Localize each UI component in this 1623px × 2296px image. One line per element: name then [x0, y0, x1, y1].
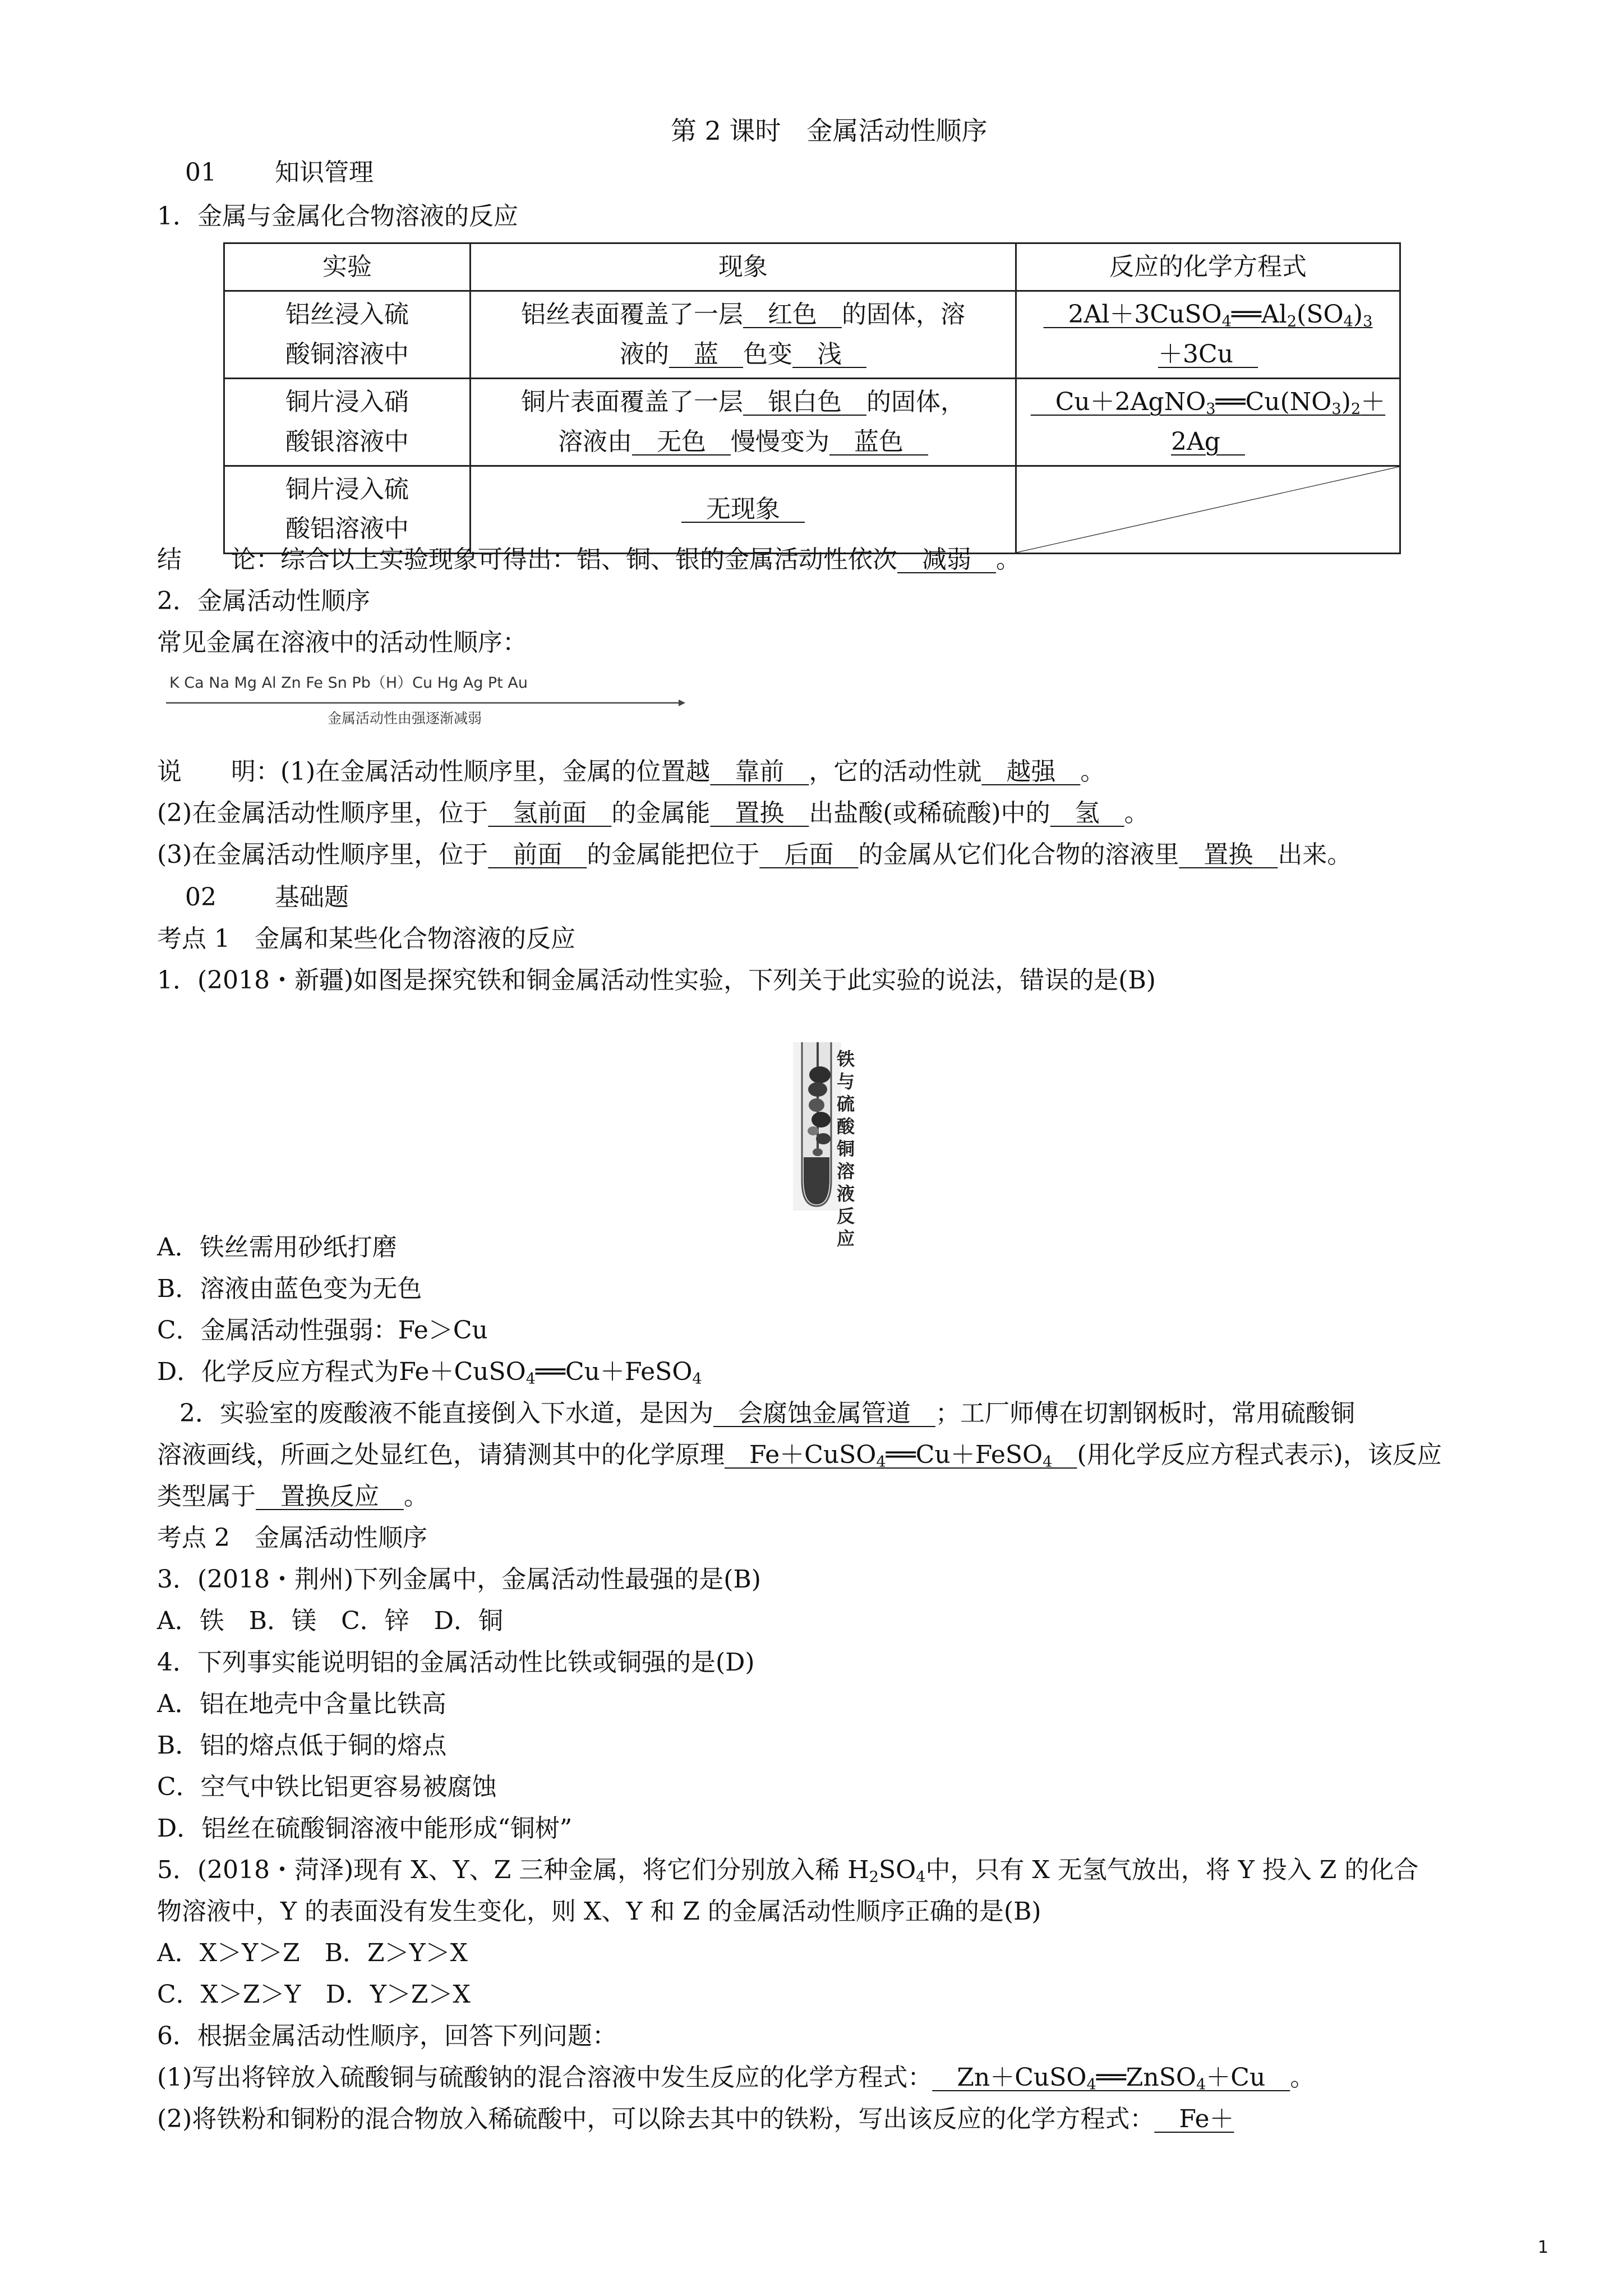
q5-options-2: C．X＞Z＞Y D．Y＞Z＞X	[157, 1980, 471, 2009]
question-6-part-2: (2)将铁粉和铜粉的混合物放入稀硫酸中，可以除去其中的铁粉，写出该反应的化学方程式： Fe＋	[157, 2105, 1234, 2133]
section-number: 01	[185, 158, 216, 187]
question-2-line-1: 2．实验室的废酸液不能直接倒入下水道，是因为 会腐蚀金属管道 ；工厂师傅在切割钢板时，常用硫酸铜	[179, 1399, 1355, 1428]
section-header-knowledge	[185, 160, 374, 185]
series-caption: 金属活动性由强逐渐减弱	[328, 710, 482, 726]
empty-diagonal-cell	[1016, 466, 1400, 553]
q5-options-1: A．X＞Y＞Z B．Z＞Y＞X	[157, 1939, 468, 1967]
q1-option-b: B．溶液由蓝色变为无色	[157, 1274, 422, 1303]
q4-option-c: C．空气中铁比铝更容易被腐蚀	[157, 1773, 497, 1801]
conclusion-line: 结 论：综合以上实验现象可得出：铝、铜、银的金属活动性依次 减弱 。	[157, 545, 1021, 574]
q4-option-d: D．铝丝在硫酸铜溶液中能形成“铜树”	[157, 1814, 573, 1843]
q4-option-a: A．铝在地壳中含量比铁高	[157, 1690, 446, 1718]
table-row	[224, 466, 1400, 553]
col-header-equation: 反应的化学方程式	[1016, 243, 1400, 291]
diagonal-line	[1017, 467, 1399, 553]
section-header-basic	[185, 885, 349, 910]
section-label: 知识管理	[275, 158, 374, 187]
figure-caption: 铁与 硫酸 铜溶 液反 应	[837, 1048, 855, 1249]
equation-cell: $2Al+3CuSO_4══Al_2(SO_4)_3$ ＋3Cu	[1016, 291, 1400, 379]
experiment-cell: 铜片浸入硫 酸铝溶液中	[224, 466, 471, 553]
item2-title: 2．金属活动性顺序	[157, 587, 370, 615]
section-number: 02	[185, 883, 216, 912]
col-header-phenomenon: 现象	[471, 243, 1016, 291]
question-5-line-2: 物溶液中，Y 的表面没有发生变化，则 X、Y 和 Z 的金属活动性顺序正确的是(B)	[157, 1897, 1041, 1926]
question-3-stem: 3．(2018・荆州)下列金属中，金属活动性最强的是(B)	[157, 1565, 761, 1594]
question-6-part-1: (1)写出将锌放入硫酸铜与硫酸钠的混合溶液中发生反应的化学方程式： Zn＋CuSO$_4$══ZnSO$_4$＋Cu 。	[157, 2063, 1315, 2093]
question-5-line-1: 5．(2018・菏泽)现有 X、Y、Z 三种金属，将它们分别放入稀 $H_2SO_4$中，只有 X 无氢气放出，将 Y 投入 Z 的化合	[157, 1856, 1419, 1886]
note-2: (2)在金属活动性顺序里，位于 氢前面 的金属能 置换 出盐酸(或稀硫酸)中的 氢 。	[157, 799, 1149, 827]
test-tube-image	[792, 1042, 843, 1211]
metal-activity-series: K Ca Na Mg Al Zn Fe Sn Pb（H）Cu Hg Ag Pt Au	[169, 674, 528, 692]
experiment-cell: 铜片浸入硝 酸银溶液中	[224, 379, 471, 466]
key-point-2: 考点 2 金属活动性顺序	[157, 1524, 427, 1552]
q1-option-a: A．铁丝需用砂纸打磨	[157, 1233, 397, 1262]
question-2-line-2: 溶液画线，所画之处显红色，请猜测其中的化学原理 Fe＋CuSO$_4$══Cu＋FeSO$_4$ (用化学反应方程式表示)，该反应	[157, 1441, 1442, 1471]
note-1: 说 明：(1)在金属活动性顺序里，金属的位置越 靠前 ，它的活动性就 越强 。	[157, 757, 1105, 786]
experiment-cell: 铝丝浸入硫 酸铜溶液中	[224, 291, 471, 379]
question-3-options: A．铁 B．镁 C．锌 D．铜	[157, 1607, 504, 1635]
table-row	[224, 379, 1400, 466]
key-point-1: 考点 1 金属和某些化合物溶液的反应	[157, 924, 575, 953]
page-number: 1	[1538, 2238, 1549, 2257]
q4-option-b: B．铝的熔点低于铜的熔点	[157, 1731, 447, 1760]
q1-option-d: D．化学反应方程式为Fe＋CuSO$_4$══Cu＋FeSO$_4$	[157, 1358, 702, 1388]
section-label: 基础题	[275, 883, 349, 912]
question-4-stem: 4．下列事实能说明铝的金属活动性比铁或铜强的是(D)	[157, 1648, 755, 1677]
phenomenon-cell: 无现象	[471, 466, 1016, 553]
phenomenon-cell: 铝丝表面覆盖了一层 红色 的固体，溶 液的 蓝 色变 浅	[471, 291, 1016, 379]
item2-subtitle: 常见金属在溶液中的活动性顺序：	[157, 628, 527, 657]
q1-option-c: C．金属活动性强弱：Fe＞Cu	[157, 1316, 488, 1345]
col-header-experiment: 实验	[224, 243, 471, 291]
page-title: 第 2 课时 金属活动性顺序	[671, 116, 988, 146]
equation-cell: $Cu+2AgNO_3══Cu(NO_3)_2+$ 2Ag	[1016, 379, 1400, 466]
test-tube-figure	[792, 1042, 855, 1249]
question-2-line-3: 类型属于 置换反应 。	[157, 1482, 428, 1511]
note-3: (3)在金属活动性顺序里，位于 前面 的金属能把位于 后面 的金属从它们化合物的溶液里 置换 出来。	[157, 840, 1352, 869]
question-6-stem: 6．根据金属活动性顺序，回答下列问题：	[157, 2022, 617, 2050]
question-1-stem: 1．(2018・新疆)如图是探究铁和铜金属活动性实验，下列关于此实验的说法，错误的是(B)	[157, 966, 1156, 995]
table-row	[224, 291, 1400, 379]
item1-title: 1．金属与金属化合物溶液的反应	[157, 202, 518, 231]
series-arrow	[166, 698, 686, 709]
experiment-table	[223, 242, 1401, 554]
phenomenon-cell: 铜片表面覆盖了一层 银白色 的固体， 溶液由 无色 慢慢变为 蓝色	[471, 379, 1016, 466]
